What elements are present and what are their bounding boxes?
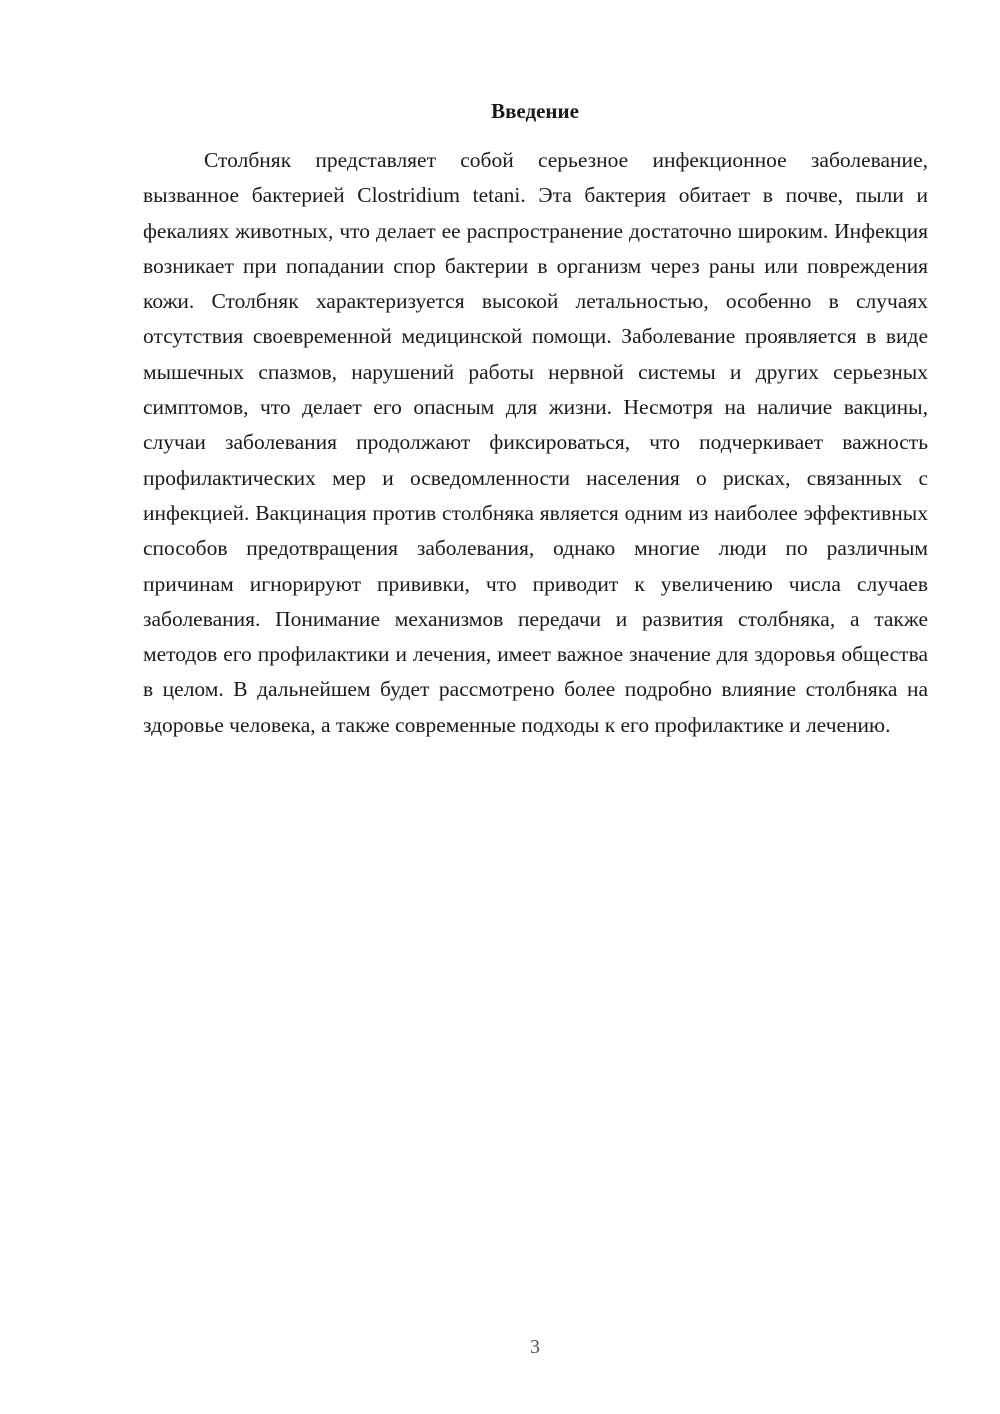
section-heading: Введение [491,99,579,123]
page-number: 3 [530,1336,540,1358]
body-paragraph: Столбняк представляет собой серьезное инфекционное заболевание, вызванное бактерией Clostridium tetani. Эта бактерия обитает в почве, пыли и фекалиях животных, что делает ее распространение достаточно широким. Инфекция возникает при попадании спор бактерии в организм через раны или повреждения кожи. Столбняк характеризуется высокой летальностью, особенно в случаях отсутствия своевременной медицинской помощи. Заболевание проявляется в виде мышечных спазмов, нарушений работы нервной системы и других серьезных симптомов, что делает его опасным для жизни. Несмотря на наличие вакцины, случаи заболевания продолжают фиксироваться, что подчеркивает важность профилактических мер и осведомленности населения о рисках, связанных с инфекцией. Вакцинация против столбняка является одним из наиболее эффективных способов предотвращения заболевания, однако многие люди по различным причинам игнорируют прививки, что приводит к увеличению числа случаев заболевания. Понимание механизмов передачи и развития столбняка, а также методов его профилактики и лечения, имеет важное значение для здоровья общества в целом. В дальнейшем будет рассмотрено более подробно влияние столбняка на здоровье человека, а также современные подходы к его профилактике и лечению. [143,148,928,737]
